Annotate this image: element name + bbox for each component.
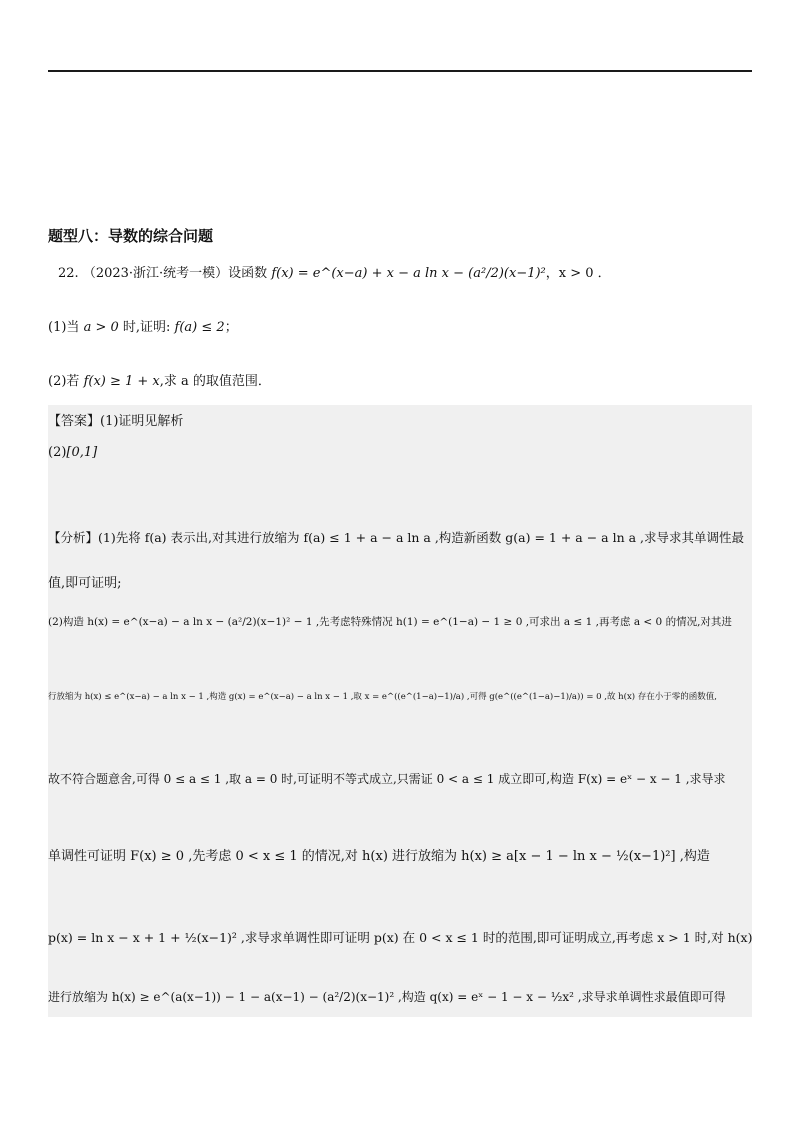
- answer-part2-value: [0,1]: [66, 445, 98, 460]
- header-rule: [48, 70, 752, 72]
- problem-stem: [58, 262, 611, 281]
- analysis-line-1: [48, 528, 744, 546]
- part1-claim: f(a) ≤ 2: [174, 320, 225, 335]
- part1-mid: 时,证明:: [122, 320, 171, 335]
- part2-end: ,求 a 的取值范围．: [159, 374, 271, 389]
- problem-source: （2023·浙江·统考一模）设函数: [82, 266, 268, 281]
- part1: [48, 316, 238, 335]
- part2-prefix: (2)若: [48, 374, 80, 389]
- answer-part1: (1)证明见解析: [100, 414, 184, 429]
- answer-line: [48, 410, 183, 429]
- answer-label: 【答案】: [48, 414, 101, 429]
- problem-formula: f(x) = e^(x−a) + x − a ln x − (a²/2)(x−1)²: [271, 266, 546, 281]
- analysis-line-8: 进行放缩为 h(x) ≥ e^(a(x−1)) − 1 − a(x−1) − (a²/2)(x−1)² ,构造 q(x) = eˣ − 1 − x − ½x² ,求导求单调性求最值即可得: [48, 990, 726, 1004]
- part1-end: ；: [224, 320, 238, 335]
- analysis-label: 【分析】: [48, 530, 99, 545]
- part2-condition: f(x) ≥ 1 + x: [83, 374, 160, 389]
- section-title: 题型八：导数的综合问题: [48, 227, 214, 245]
- analysis-line-7: p(x) = ln x − x + 1 + ½(x−1)² ,求导求单调性即可证明 p(x) 在 0 < x ≤ 1 时的范围,即可证明成立,再考虑 x > 1 时,对 h(x): [48, 930, 753, 945]
- part1-prefix: (1)当: [48, 320, 80, 335]
- part2: [48, 370, 271, 389]
- answer-part2-prefix: (2): [48, 445, 67, 460]
- analysis-text-1: (1)先将 f(a) 表示出,对其进行放缩为 f(a) ≤ 1 + a − a ln a ,构造新函数 g(a) = 1 + a − a ln a ,求导求其单调性最: [98, 530, 744, 545]
- analysis-line-4: 行放缩为 h(x) ≤ e^(x−a) − a ln x − 1 ,构造 g(x) = e^(x−a) − a ln x − 1 ,取 x = e^((e^(1−a)−1)/a) ,可得 g(e^((e^(1−a)−1)/a)) = 0 ,故 h(x) 存在小于零的函数值,: [48, 692, 717, 702]
- analysis-line-6: 单调性可证明 F(x) ≥ 0 ,先考虑 0 < x ≤ 1 的情况,对 h(x) 进行放缩为 h(x) ≥ a[x − 1 − ln x − ½(x−1)²] ,构造: [48, 849, 710, 864]
- answer-part2-line: [48, 445, 97, 460]
- analysis-line-3: (2)构造 h(x) = e^(x−a) − a ln x − (a²/2)(x−1)² − 1 ,先考虑特殊情况 h(1) = e^(1−a) − 1 ≥ 0 ,可求出 a ≤ 1 ,再考虑 a < 0 的情况,对其进: [48, 616, 732, 628]
- problem-number: 22.: [58, 266, 79, 281]
- solution-panel: [48, 405, 752, 1017]
- problem-condition: ，x > 0 ．: [545, 266, 611, 281]
- part1-condition: a > 0: [83, 320, 119, 335]
- analysis-line-5: 故不符合题意舍,可得 0 ≤ a ≤ 1 ,取 a = 0 时,可证明不等式成立,只需证 0 < a ≤ 1 成立即可,构造 F(x) = eˣ − x − 1 ,求导求: [48, 772, 726, 786]
- analysis-line-2: 值,即可证明;: [48, 576, 122, 591]
